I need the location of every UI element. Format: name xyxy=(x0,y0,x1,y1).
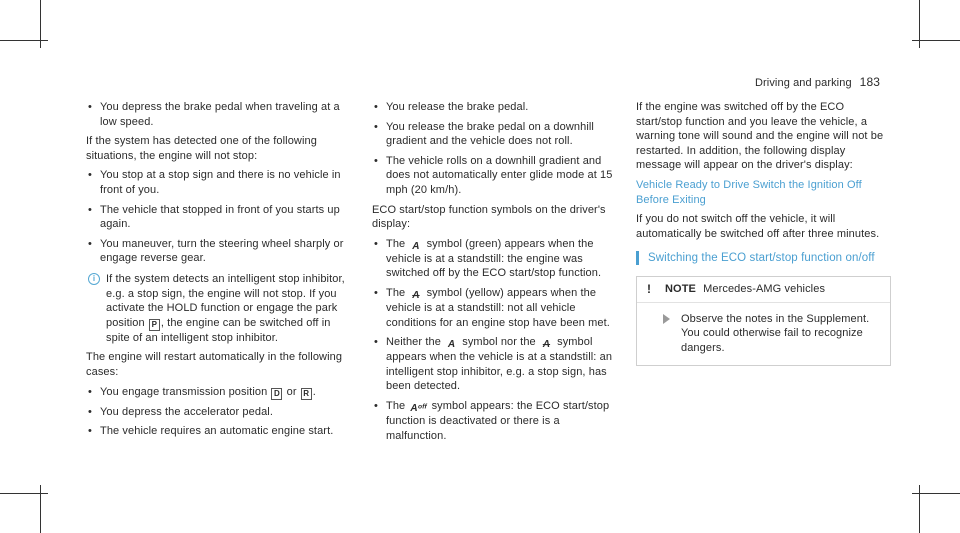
notice-box-body xyxy=(637,303,890,366)
list-item: • You maneuver, turn the steering wheel sharply or engage reverse gear. xyxy=(86,237,356,266)
play-arrow-icon xyxy=(663,314,670,324)
column-1 xyxy=(86,100,356,444)
column-3 xyxy=(636,100,891,366)
eco-start-stop-yellow-icon: A xyxy=(412,289,420,301)
paragraph: If the system has detected one of the following situations, the engine will not stop: xyxy=(86,135,317,162)
paragraph: The engine will restart automatically in the following cases: xyxy=(86,351,343,378)
column-2 xyxy=(372,100,620,448)
eco-start-stop-green-icon: A xyxy=(412,240,420,252)
list-text: The xyxy=(386,286,406,299)
eco-start-stop-icon: A xyxy=(447,339,456,351)
section-heading: Switching the ECO start/stop function on/off xyxy=(636,251,891,266)
list-item: • You depress the accelerator pedal. xyxy=(86,405,356,420)
info-note xyxy=(86,272,356,345)
display-message: Before Exiting xyxy=(636,193,706,206)
eco-start-stop-crossed-icon: A xyxy=(542,339,551,351)
list-text: symbol (yellow) appears when the vehicle is at a standstill: not all vehicle conditions for an engine stop have been met. xyxy=(386,286,610,329)
list-text: symbol appears when the vehicle is at a standstill: an intelligent stop inhibitor, e.g. a stop sign, has been detected. xyxy=(386,336,613,393)
section-title: Driving and parking xyxy=(754,77,852,89)
list-text: symbol nor the xyxy=(462,336,536,349)
paragraph: If you do not switch off the vehicle, it will automatically be switched off after three minutes. xyxy=(636,213,880,240)
display-message: Vehicle Ready to Drive Switch the Ignition Off xyxy=(636,178,862,191)
list-text: You engage transmission position xyxy=(100,385,268,398)
warning-icon: ! xyxy=(647,281,652,296)
notice-label: NOTE xyxy=(665,282,696,295)
crop-mark xyxy=(912,40,960,41)
crop-mark xyxy=(912,493,960,494)
list-text: Neither the xyxy=(386,336,441,349)
list-item: • You depress the brake pedal when traveling at a low speed. xyxy=(86,100,356,129)
list-item xyxy=(372,335,620,394)
list-item: • The vehicle requires an automatic engine start. xyxy=(86,424,356,439)
list-text: . xyxy=(312,385,316,398)
page-header xyxy=(755,75,880,89)
list-item: • You release the brake pedal. xyxy=(372,100,620,115)
list-item xyxy=(372,399,620,443)
list-item: • The vehicle that stopped in front of you starts up again. xyxy=(86,203,356,232)
list-text: The xyxy=(386,237,406,250)
crop-mark xyxy=(0,493,48,494)
list-text: symbol appears: the ECO start/stop function is deactivated or there is a malfunction. xyxy=(386,399,610,442)
notice-box xyxy=(636,276,891,366)
list-item xyxy=(86,385,356,400)
page-number: 183 xyxy=(859,75,880,89)
notice-text: Observe the notes in the Supplement. You could otherwise fail to recognize dangers. xyxy=(681,312,870,354)
list-item: • You release the brake pedal on a downhill gradient and the vehicle does not roll. xyxy=(372,120,620,149)
list-item: • You stop at a stop sign and there is no vehicle in front of you. xyxy=(86,168,356,197)
note-text: , the engine can be switched off in spite of an intelligent stop inhibitor. xyxy=(106,316,331,344)
eco-start-stop-off-icon: Aᵒᶠᶠ xyxy=(410,402,427,414)
notice-title: Mercedes-AMG vehicles xyxy=(703,282,826,295)
list-item xyxy=(372,237,620,281)
paragraph: ECO start/stop function symbols on the driver's display: xyxy=(372,203,606,231)
list-item: • The vehicle rolls on a downhill gradient and does not automatically enter glide mode at 15 mph (20 km/h). xyxy=(372,154,620,198)
list-text: or xyxy=(286,385,297,398)
info-icon: i xyxy=(88,273,100,285)
list-item xyxy=(372,286,620,330)
paragraph: If the engine was switched off by the ECO start/stop function and you leave the vehicle, a warning tone will sound and the engine will not be restarted. In addition, the following display message will appear on the driver's display: xyxy=(636,101,884,172)
list-text: symbol (green) appears when the vehicle is at a standstill: the engine was switched off by the ECO start/stop function. xyxy=(386,237,602,280)
notice-box-header xyxy=(637,277,890,303)
drive-position-icon: D xyxy=(271,388,282,400)
list-text: The xyxy=(386,399,406,412)
crop-mark xyxy=(0,40,48,41)
reverse-position-icon: R xyxy=(301,388,312,400)
note-text: If the system detects an intelligent stop inhibitor, e.g. a stop sign, the engine will not stop. If you activate the HOLD function or engage the park position xyxy=(106,272,345,329)
park-position-icon: P xyxy=(149,319,160,331)
